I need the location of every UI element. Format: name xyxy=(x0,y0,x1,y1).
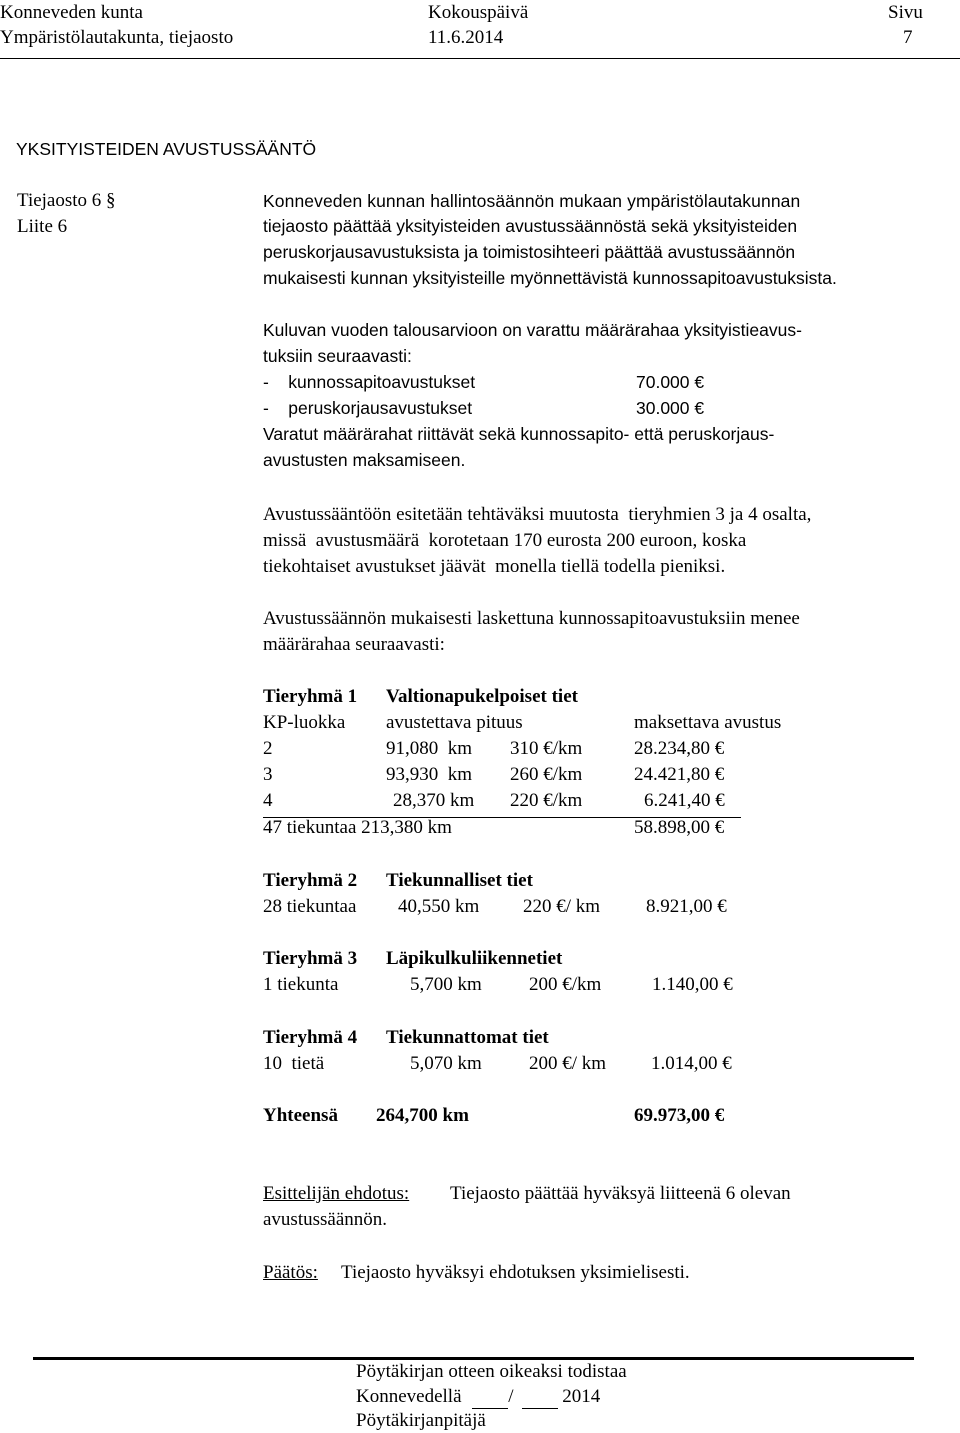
intro-line-2: tiejaosto päättää yksityisteiden avustussäännöstä sekä yksityisteiden xyxy=(263,216,798,236)
grand-total-amount: 69.973,00 € xyxy=(634,1105,725,1126)
group1-total-label: 47 tiekuntaa 213,380 km xyxy=(263,817,452,838)
group1-row2-amount: 24.421,80 € xyxy=(634,764,725,785)
group1-col-amount: maksettava avustus xyxy=(634,712,782,733)
proposal-line-2: missä avustusmäärä korotetaan 170 eurosta 200 euroon, koska xyxy=(263,530,747,551)
header-date: 11.6.2014 xyxy=(428,27,504,48)
grand-total-length: 264,700 km xyxy=(376,1105,469,1126)
intro-line-3: peruskorjausavustuksista ja toimistosihteeri päättää avustussäännön xyxy=(263,242,796,262)
footer-place-date xyxy=(356,1386,600,1409)
group3-rate: 200 €/km xyxy=(529,974,602,995)
decision-proposal-label: Esittelijän ehdotus: xyxy=(263,1183,410,1204)
group4-heading-label: Tieryhmä 4 xyxy=(263,1027,358,1048)
footer-year: 2014 xyxy=(562,1386,601,1407)
decision-proposal-text-2: avustussäännön. xyxy=(263,1209,388,1230)
group1-heading-title: Valtionapukelpoiset tiet xyxy=(386,686,578,707)
footer-rule xyxy=(33,1357,914,1360)
group1-row3-class: 4 xyxy=(263,790,273,811)
section-number: Tiejaosto 6 § xyxy=(17,190,116,211)
footer-certification: Pöytäkirjan otteen oikeaksi todistaa xyxy=(356,1361,627,1382)
group1-row2-class: 3 xyxy=(263,764,273,785)
budget-line-1: Kuluvan vuoden talousarvioon on varattu määrärahaa yksityistieavus- xyxy=(263,320,802,340)
proposal-line-3: tiekohtaiset avustukset jäävät monella tiellä todella pieniksi. xyxy=(263,556,726,577)
header-municipality: Konneveden kunta xyxy=(0,2,143,23)
budget-note-line-1: Varatut määrärahat riittävät sekä kunnossapito- että peruskorjaus- xyxy=(263,424,775,444)
group1-col-length: avustettava pituus xyxy=(386,712,523,733)
header-body: Ympäristölautakunta, tiejaosto xyxy=(0,27,234,48)
header-page-label: Sivu xyxy=(888,2,923,23)
calc-line-1: Avustussäännön mukaisesti laskettuna kunnossapitoavustuksiin menee xyxy=(263,608,800,629)
budget-item-1-label: - kunnossapitoavustukset xyxy=(263,372,476,392)
footer-month-blank xyxy=(522,1386,558,1409)
group1-row1-class: 2 xyxy=(263,738,273,759)
group2-heading-label: Tieryhmä 2 xyxy=(263,870,358,891)
group4-heading-title: Tiekunnattomat tiet xyxy=(386,1027,549,1048)
group3-count: 1 tiekunta xyxy=(263,974,339,995)
group4-rate: 200 €/ km xyxy=(529,1053,607,1074)
group1-row1-rate: 310 €/km xyxy=(510,738,583,759)
footer-slash: / xyxy=(508,1386,514,1407)
group1-row1-length: 91,080 km xyxy=(386,738,473,759)
grand-total-label: Yhteensä xyxy=(263,1105,338,1126)
group3-heading-label: Tieryhmä 3 xyxy=(263,948,358,969)
decision-proposal-text-1: Tiejaosto päättää hyväksyä liitteenä 6 olevan xyxy=(450,1183,791,1204)
group1-row3-amount: 6.241,40 € xyxy=(644,790,725,811)
group1-row3-length: 28,370 km xyxy=(393,790,475,811)
group2-amount: 8.921,00 € xyxy=(646,896,727,917)
budget-note-line-2: avustusten maksamiseen. xyxy=(263,450,466,470)
group3-amount: 1.140,00 € xyxy=(652,974,733,995)
group1-row2-length: 93,930 km xyxy=(386,764,473,785)
decision-label: Päätös: xyxy=(263,1262,318,1283)
group3-length: 5,700 km xyxy=(410,974,482,995)
group1-row2-rate: 260 €/km xyxy=(510,764,583,785)
calc-line-2: määrärahaa seuraavasti: xyxy=(263,634,445,655)
header-page-number: 7 xyxy=(903,27,913,48)
header-rule xyxy=(0,58,960,59)
group2-rate: 220 €/ km xyxy=(523,896,601,917)
budget-item-2-amount: 30.000 € xyxy=(636,398,705,418)
group2-length: 40,550 km xyxy=(398,896,480,917)
intro-line-1: Konneveden kunnan hallintosäännön mukaan ympäristölautakunnan xyxy=(263,191,801,211)
footer-place: Konnevedellä xyxy=(356,1386,462,1407)
group1-row3-rate: 220 €/km xyxy=(510,790,583,811)
group4-amount: 1.014,00 € xyxy=(651,1053,732,1074)
intro-line-4: mukaisesti kunnan yksityisteille myönnettävistä kunnossapitoavustuksista. xyxy=(263,268,837,288)
group2-count: 28 tiekuntaa xyxy=(263,896,357,917)
group4-count: 10 tietä xyxy=(263,1053,325,1074)
group4-length: 5,070 km xyxy=(410,1053,482,1074)
budget-item-1-amount: 70.000 € xyxy=(636,372,705,392)
group3-heading-title: Läpikulkuliikennetiet xyxy=(386,948,563,969)
group1-total-amount: 58.898,00 € xyxy=(634,817,725,838)
proposal-line-1: Avustussääntöön esitetään tehtäväksi muutosta tieryhmien 3 ja 4 osalta, xyxy=(263,504,812,525)
header-date-label: Kokouspäivä xyxy=(428,2,529,23)
group2-heading-title: Tiekunnalliset tiet xyxy=(386,870,533,891)
group1-row1-amount: 28.234,80 € xyxy=(634,738,725,759)
group1-heading-label: Tieryhmä 1 xyxy=(263,686,358,707)
decision-text: Tiejaosto hyväksyi ehdotuksen yksimielisesti. xyxy=(341,1262,690,1283)
document-title: YKSITYISTEIDEN AVUSTUSSÄÄNTÖ xyxy=(16,139,317,159)
budget-item-2-label: - peruskorjausavustukset xyxy=(263,398,473,418)
group1-col-class: KP-luokka xyxy=(263,712,346,733)
footer-day-blank xyxy=(472,1386,508,1409)
footer-secretary: Pöytäkirjanpitäjä xyxy=(356,1410,486,1431)
budget-line-2: tuksiin seuraavasti: xyxy=(263,346,412,366)
attachment-number: Liite 6 xyxy=(17,216,68,237)
